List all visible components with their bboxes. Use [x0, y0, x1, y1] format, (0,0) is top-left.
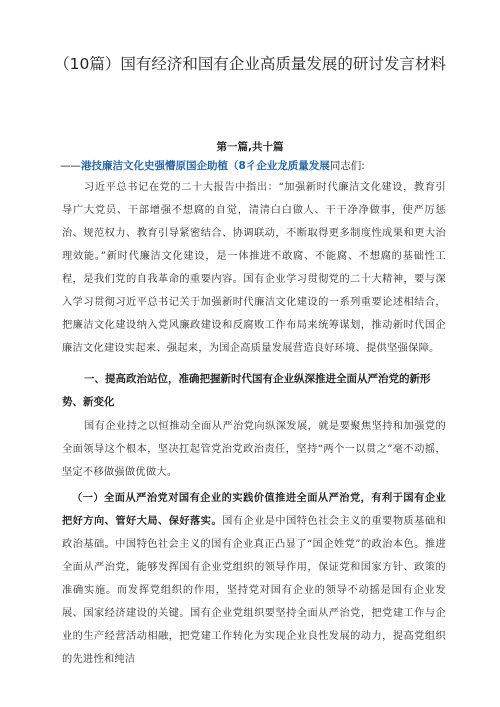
document-title: （10篇）国有经济和国有企业高质量发展的研讨发言材料	[54, 55, 446, 73]
subsection-one-body: 国有企业是中国特色社会主义的重要物质基础和政治基础。中国特色社会主义的国有企业真正凸显了“国企姓党”的政治本色。推进全面从严治党，能够发挥国有企业党组织的领导作用，保证党和国家方针、政策的准确实施。而发挥党组织的作用，坚持党对国有企业的领导不动摇是国有企业发展、国家经济建设的关键。国有企业党组织要坚持全面从严治党，把党建工作与企业的生产经营活动相融，把党建工作转化为实现企业良性发展的动力，提高党组织的先进性和纯洁	[62, 516, 446, 665]
section-heading: 第一篇,共十篇	[216, 141, 284, 153]
paragraph-intro: 习近平总书记在党的二十大报告中指出：“加强新时代廉洁文化建设，教育引导广大党员、干部增强不想腐的自觉，清清白白做人、干干净净做事，使严厉惩治、规范权力、教育引导紧密结合、协调联动，不断取得更多制度性成果和更大治理效能。”新时代廉洁文化建设，是一体推进不敢腐、不能腐、不想腐的基础性工程，是我们党的自我革命的重要内容。国有企业学习贯彻党的二十大精神，要与深入学习贯彻习近平总书记关于加强新时代廉洁文化建设的一系列重要论述相结合，把廉洁文化建设纳入党风廉政建设和反腐败工作布局来统筹谋划，推动新时代国企廉洁文化建设实起来、强起来，为国企高质量发展营造良好环境、提供坚强保障。	[62, 182, 446, 354]
subsection-one-heading: （一）全面从严治党对国有企业的实践价值推进全面从严治党，有利于国有企业把好方向、管好大局、保好落实。	[62, 493, 446, 527]
subtitle-prefix: ——	[60, 160, 81, 172]
heading-part-one: 一、提高政治站位，准确把握新时代国有企业纵深推进全面从严治党的新形势、新变化	[62, 373, 431, 408]
speech-subtitle	[60, 158, 365, 173]
subtitle-salutation: 同志们:	[329, 160, 365, 172]
paragraph-subsection-one	[62, 487, 446, 671]
paragraph-part-one: 国有企业持之以恒推动全面从严治党向纵深发展，就是要聚焦坚持和加强党的全面领导这个根本，坚决扛起管党治党政治责任，坚持“两个一以贯之”毫不动摇，坚定不移做强做优做大。	[62, 421, 446, 478]
subtitle-highlight: 港技廉洁文化史强懵原国企助植（8彳企业龙质量发展	[81, 160, 330, 172]
